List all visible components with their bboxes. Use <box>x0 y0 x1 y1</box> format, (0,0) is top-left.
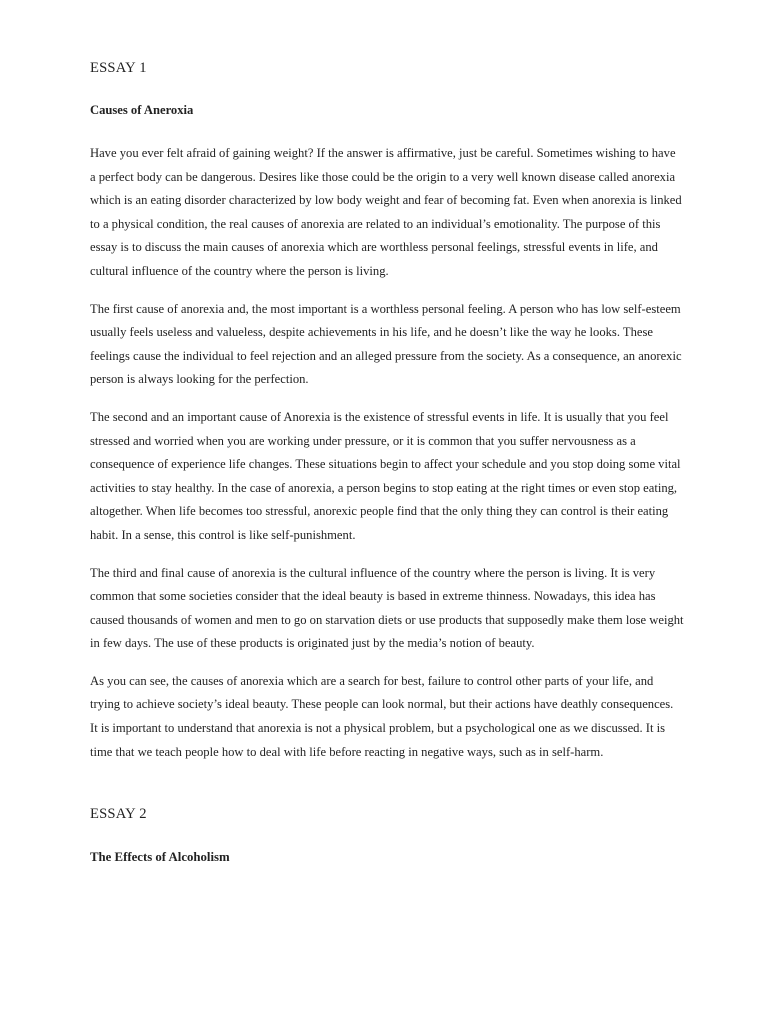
essay-1-paragraph-3: The second and an important cause of Anorexia is the existence of stressful events in life. It is usually that you feel stressed and worried when you are working under pressure, or it is common that you suffer nervousness as a consequence of experience life changes. These situations begin to affect your schedule and you stop doing some vital activities to stay healthy. In the case of anorexia, a person begins to stop eating at the right times or even stop eating, altogether. When life becomes too stressful, anorexic people find that the only thing they can control is their eating habit. In a sense, this control is like self-punishment. <box>90 409 681 542</box>
essay-1-paragraph-1: Have you ever felt afraid of gaining weight? If the answer is affirmative, just be careful. Sometimes wishing to have a perfect body can be dangerous. Desires like those could be the origin to a very well known disease called anorexia which is an eating disorder characterized by low body weight and fear of becoming fat. Even when anorexia is linked to a physical condition, the real causes of anorexia are related to an individual’s emotionality. The purpose of this essay is to discuss the main causes of anorexia which are worthless personal feelings, stressful events in life, and cultural influence of the country where the person is living. <box>90 146 682 278</box>
essay-2-title: The Effects of Alcoholism <box>90 850 230 865</box>
essay-1-label: ESSAY 1 <box>90 60 147 76</box>
essay-1-paragraph-2: The first cause of anorexia and, the most important is a worthless personal feeling. A person who has low self-esteem usually feels useless and valueless, despite achievements in his life, and he doesn’t like the way he looks. These feelings cause the individual to feel rejection and an alleged pressure from the society. As a consequence, an anorexic person is always looking for the perfection. <box>90 301 682 387</box>
essay-2-label: ESSAY 2 <box>90 806 147 823</box>
essay-1-paragraph-4: The third and final cause of anorexia is the cultural influence of the country where the person is living. It is very common that some societies consider that the ideal beauty is based in extreme thinness. Nowadays, this idea has caused thousands of women and men to go on starvation diets or use products that supposedly make them lose weight in few days. The use of these products is originated just by the media’s notion of beauty. <box>90 565 684 651</box>
essay-1-paragraph-5: As you can see, the causes of anorexia which are a search for best, failure to control other parts of your life, and trying to achieve society’s ideal beauty. These people can look normal, but their actions have deathly consequences. It is important to understand that anorexia is not a physical problem, but a psychological one as we discussed. It is time that we teach people how to deal with life before reacting in negative ways, such as in self-harm. <box>90 673 674 759</box>
document-page <box>90 58 684 866</box>
essay-1-title: Causes of Aneroxia <box>90 103 194 117</box>
